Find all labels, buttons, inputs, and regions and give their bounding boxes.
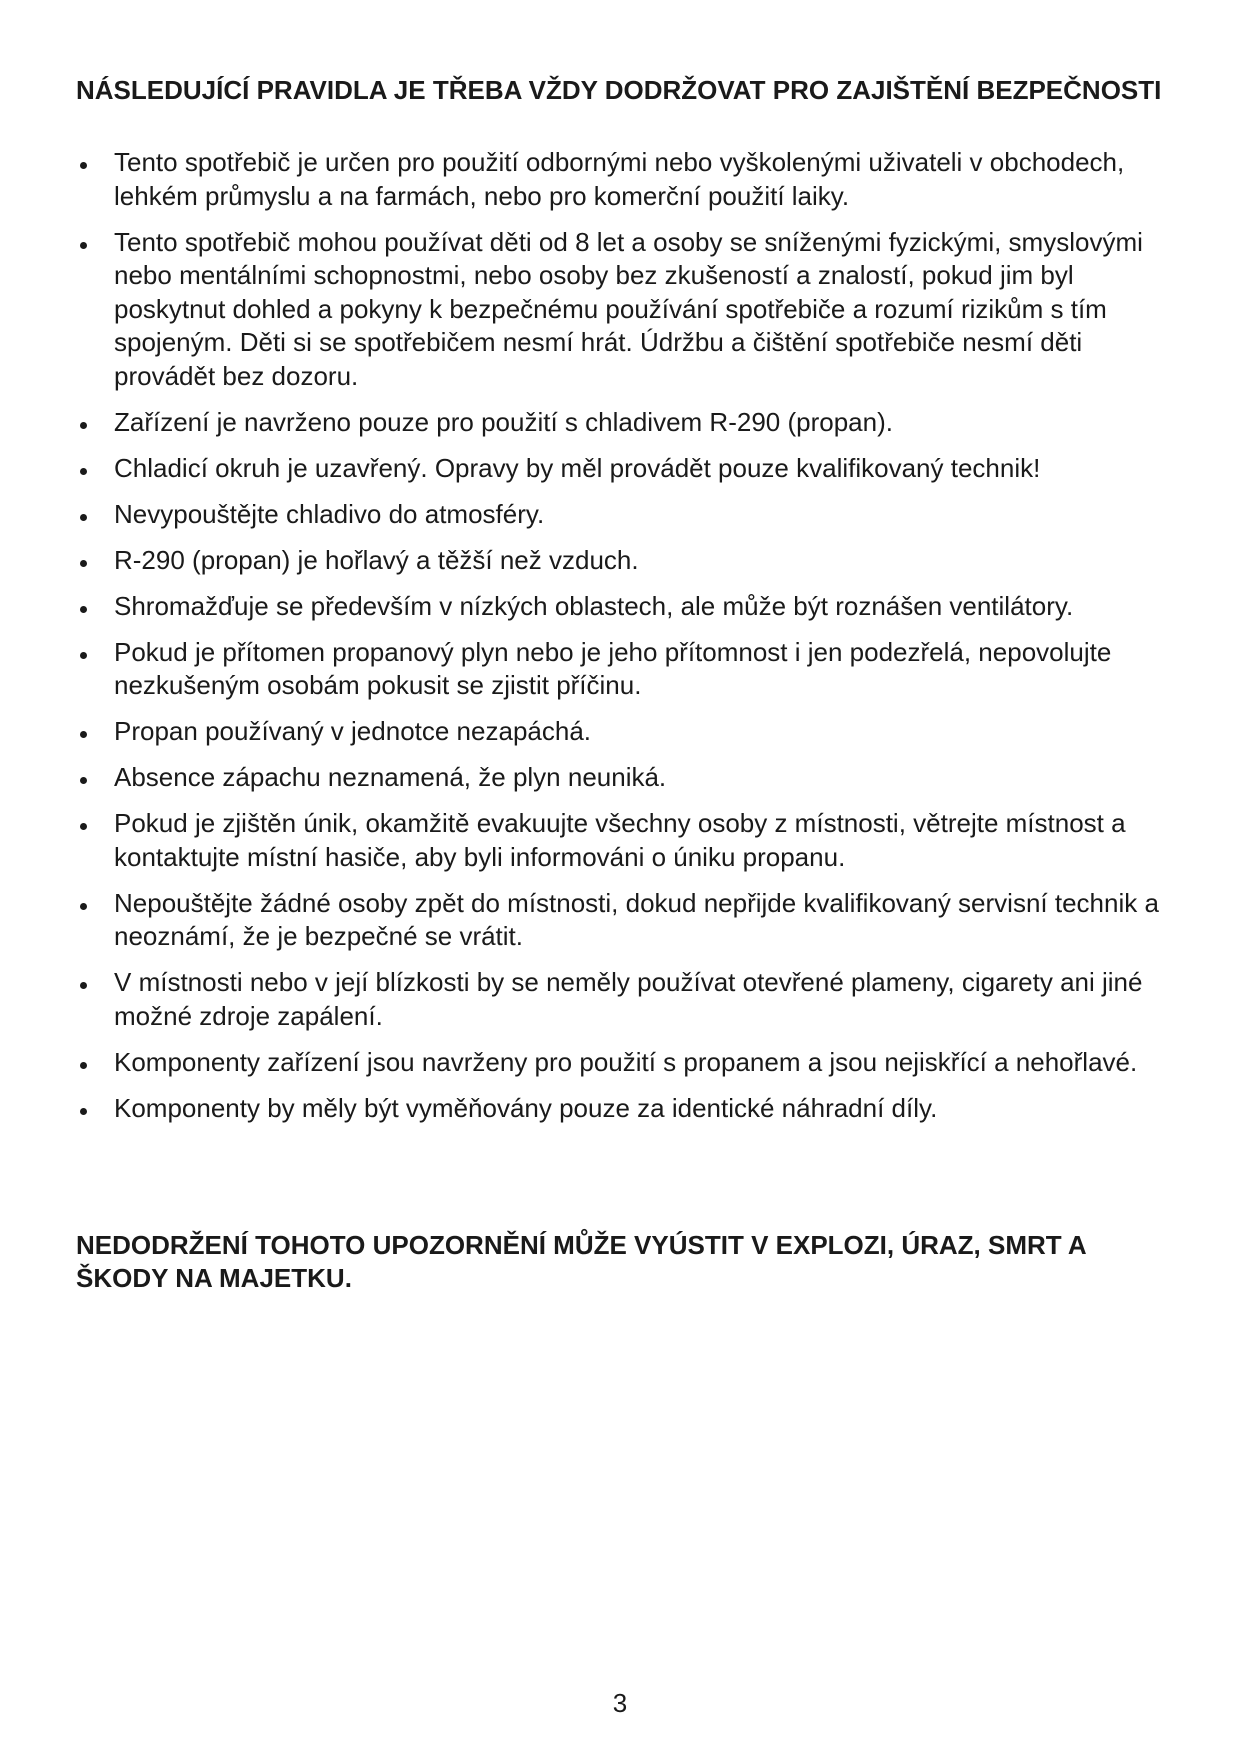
list-item — [76, 226, 1176, 394]
safety-rules-heading: NÁSLEDUJÍCÍ PRAVIDLA JE TŘEBA VŽDY DODRŽOVAT PRO ZAJIŠTĚNÍ BEZPEČNOSTI — [76, 75, 1162, 105]
list-item — [76, 146, 1176, 213]
rule-text: Chladicí okruh je uzavřený. Opravy by měl provádět pouze kvalifikovaný technik! — [114, 452, 1041, 483]
list-item — [76, 590, 1176, 624]
rule-text: Pokud je přítomen propanový plyn nebo je jeho přítomnost i jen podezřelá, nepovolujte nezkušeným osobám pokusit se zjistit příčinu. — [114, 636, 1112, 700]
rule-text: R-290 (propan) je hořlavý a těžší než vzduch. — [114, 544, 639, 575]
rule-text: V místnosti nebo v její blízkosti by se neměly používat otevřené plameny, cigarety ani jiné možné zdroje zapálení. — [114, 967, 1143, 1031]
list-item — [76, 636, 1176, 703]
rule-text: Tento spotřebič mohou používat děti od 8 let a osoby se sníženými fyzickými, smyslovými nebo mentálními schopnostmi, nebo osoby bez zkušeností a znalostí, pokud jim byl poskytnut dohled a pokyny k bezpečnému používání spotřebiče a rozumí rizikům s tím spojeným. Děti si se spotřebičem nesmí hrát. Údržbu a čištění spotřebiče nesmí děti provádět bez dozoru. — [114, 226, 1143, 391]
rule-text: Zařízení je navrženo pouze pro použití s chladivem R-290 (propan). — [114, 406, 893, 437]
warning-heading: NEDODRŽENÍ TOHOTO UPOZORNĚNÍ MŮŽE VYÚSTIT V EXPLOZI, ÚRAZ, SMRT A ŠKODY NA MAJETKU. — [76, 1230, 1086, 1293]
rule-text: Propan používaný v jednotce nezapáchá. — [114, 716, 592, 746]
list-item — [76, 498, 1176, 532]
list-item — [76, 966, 1176, 1033]
rule-text: Nevypouštějte chladivo do atmosféry. — [114, 498, 545, 529]
list-item — [76, 1092, 1176, 1126]
list-item — [76, 887, 1176, 954]
page-number: 3 — [612, 1688, 628, 1718]
list-item — [76, 807, 1176, 874]
rule-text: Nepouštějte žádné osoby zpět do místnosti, dokud nepřijde kvalifikovaný servisní technik a neoznámí, že je bezpečné se vrátit. — [114, 887, 1159, 951]
list-item — [76, 761, 1176, 795]
list-item — [76, 715, 1176, 749]
rule-text: Tento spotřebič je určen pro použití odbornými nebo vyškolenými uživateli v obchodech, lehkém průmyslu a na farmách, nebo pro komerční použití laiky. — [114, 147, 1125, 211]
rule-text: Shromažďuje se především v nízkých oblastech, ale může být roznášen ventilátory. — [114, 590, 1074, 621]
rule-text: Komponenty zařízení jsou navrženy pro použití s propanem a jsou nejiskřící a nehořlavé. — [114, 1046, 1138, 1077]
rule-text: Absence zápachu neznamená, že plyn neuniká. — [114, 762, 667, 792]
list-item — [76, 1046, 1176, 1080]
list-item — [76, 452, 1176, 486]
safety-rules-list — [76, 146, 1176, 1138]
rule-text: Pokud je zjištěn únik, okamžitě evakuujte všechny osoby z místnosti, větrejte místnost a kontaktujte místní hasiče, aby byli informováni o úniku propanu. — [114, 808, 1126, 872]
list-item — [76, 406, 1176, 440]
list-item — [76, 544, 1176, 578]
rule-text: Komponenty by měly být vyměňovány pouze za identické náhradní díly. — [114, 1092, 938, 1123]
